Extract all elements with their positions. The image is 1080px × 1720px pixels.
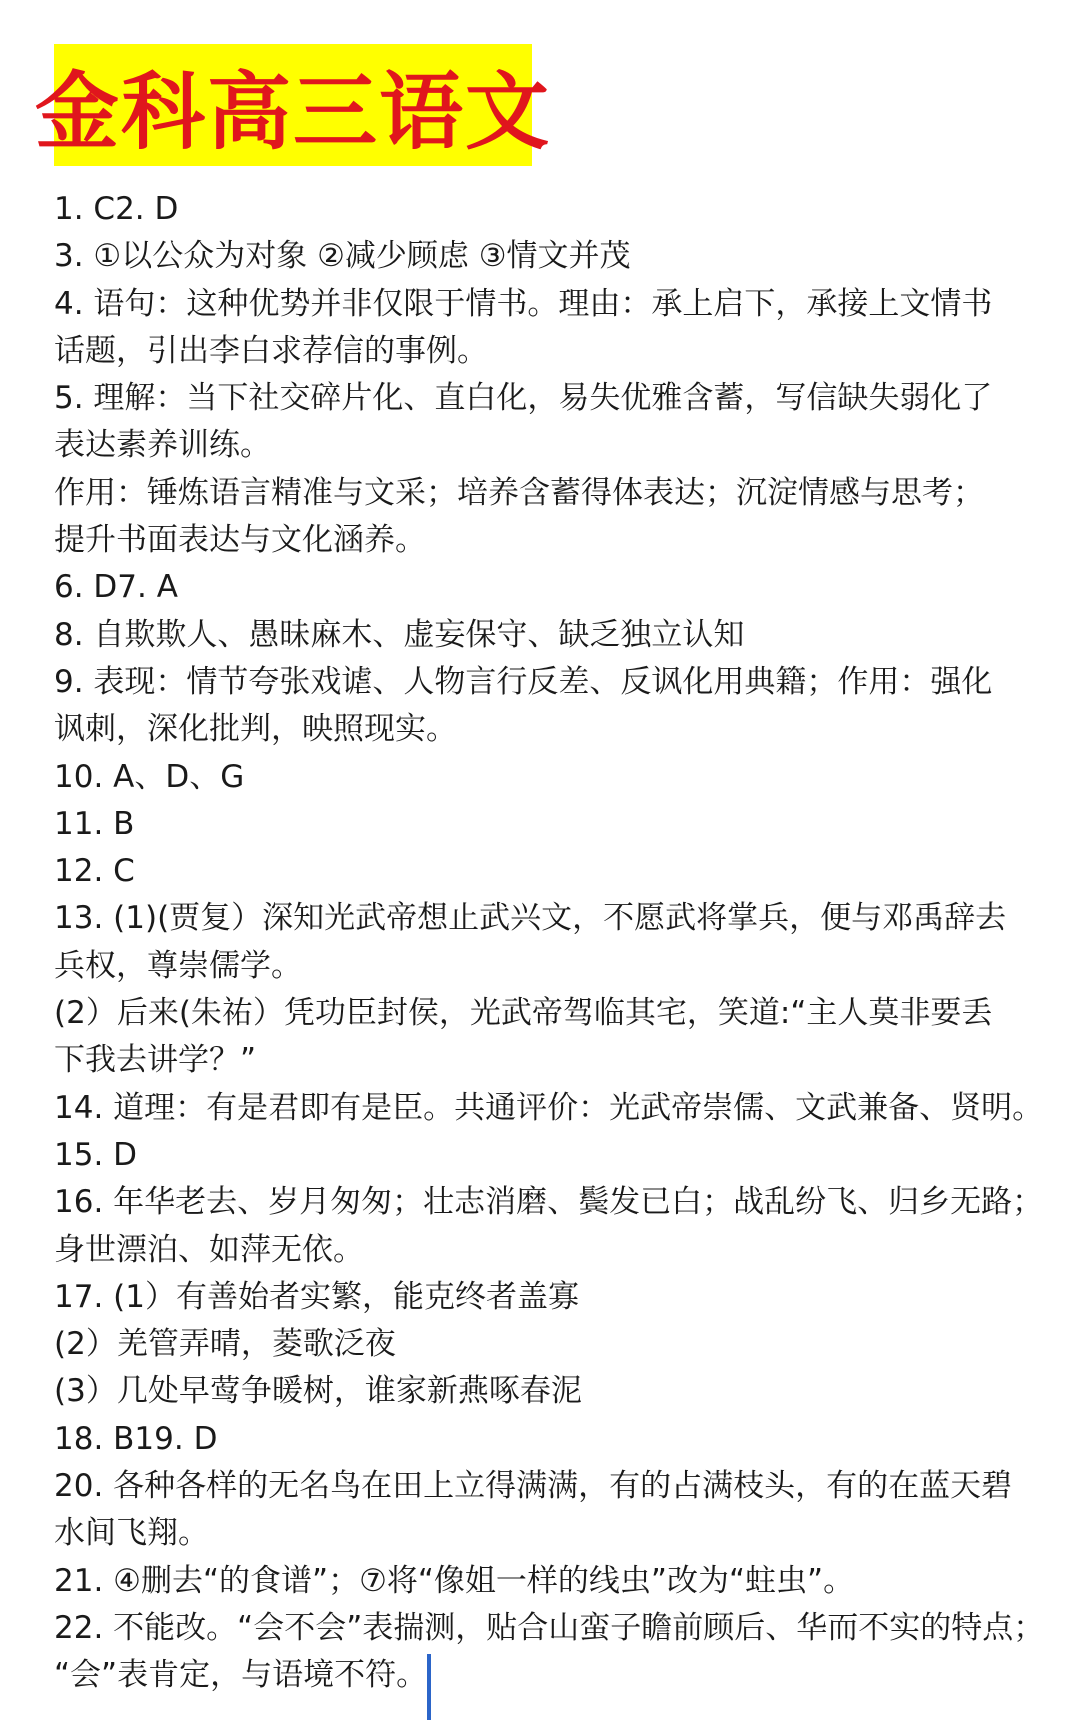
answer-line: 15. D: [54, 1136, 138, 1173]
answer-line: 3. ①以公众为对象 ②减少顾虑 ③情文并茂: [54, 238, 631, 275]
answer-line: 提升书面表达与文化涵养。: [54, 522, 426, 559]
answer-line: 6. D7. A: [54, 569, 178, 606]
answer-line: (3）几处早莺争暖树，谁家新燕啄春泥: [54, 1373, 582, 1410]
answer-line: 9. 表现：情节夸张戏谑、人物言行反差、反讽化用典籍；作用：强化: [54, 663, 993, 700]
answer-line: 12. C: [54, 853, 135, 890]
answer-list: [54, 186, 1045, 1700]
answer-line: 10. A、D、G: [54, 758, 245, 795]
answer-line: 20. 各种各样的无名鸟在田上立得满满，有的占满枝头，有的在蓝天碧: [54, 1468, 1013, 1505]
answer-line: “会”表肯定，与语境不符。: [54, 1657, 428, 1694]
answer-line: 22. 不能改。“会不会”表揣测，贴合山蛮子瞻前顾后、华而不实的特点；: [54, 1609, 1045, 1646]
answer-line: 讽刺，深化批判，映照现实。: [54, 711, 457, 748]
answer-line: 兵权，尊崇儒学。: [54, 947, 302, 984]
answer-line: 13. (1)(贾复）深知光武帝想止武兴文，不愿武将掌兵，便与邓禹辞去: [54, 900, 1007, 937]
answer-line: 话题，引出李白求荐信的事例。: [54, 332, 488, 369]
text-cursor: [427, 1654, 431, 1720]
answer-line: 5. 理解：当下社交碎片化、直白化，易失优雅含蓄，写信缺失弱化了: [54, 380, 993, 417]
answer-line: (2）羌管弄晴，菱歌泛夜: [54, 1326, 396, 1363]
answer-line: 身世漂泊、如萍无依。: [54, 1231, 364, 1268]
answer-line: 14. 道理：有是君即有是臣。共通评价：光武帝崇儒、文武兼备、贤明。: [54, 1089, 1044, 1126]
answer-line: 作用：锤炼语言精准与文采；培养含蓄得体表达；沉淀情感与思考；: [54, 474, 984, 511]
answer-line: 16. 年华老去、岁月匆匆；壮志消磨、鬓发已白；战乱纷飞、归乡无路；: [54, 1184, 1044, 1221]
answer-line: 18. B19. D: [54, 1420, 218, 1457]
page-title: 金科高三语文: [35, 62, 552, 161]
answer-line: 11. B: [54, 805, 135, 842]
answer-line: 下我去讲学？”: [54, 1042, 257, 1079]
title-banner: [35, 44, 552, 166]
answer-line: 17. (1）有善始者实繁，能克终者盖寡: [54, 1278, 579, 1315]
answer-line: 1. C2. D: [54, 191, 179, 227]
answer-line: 8. 自欺欺人、愚昧麻木、虚妄保守、缺乏独立认知: [54, 616, 745, 653]
answer-line: 21. ④删去“的食谱”；⑦将“像姐一样的线虫”改为“蛀虫”。: [54, 1562, 855, 1599]
answer-line: 4. 语句：这种优势并非仅限于情书。理由：承上启下，承接上文情书: [54, 285, 993, 322]
answer-line: 表达素养训练。: [54, 427, 271, 464]
answer-line: 水间飞翔。: [54, 1515, 209, 1552]
answer-line: (2）后来(朱祐）凭功臣封侯，光武帝驾临其宅，笑道:“主人莫非要丢: [54, 995, 993, 1032]
